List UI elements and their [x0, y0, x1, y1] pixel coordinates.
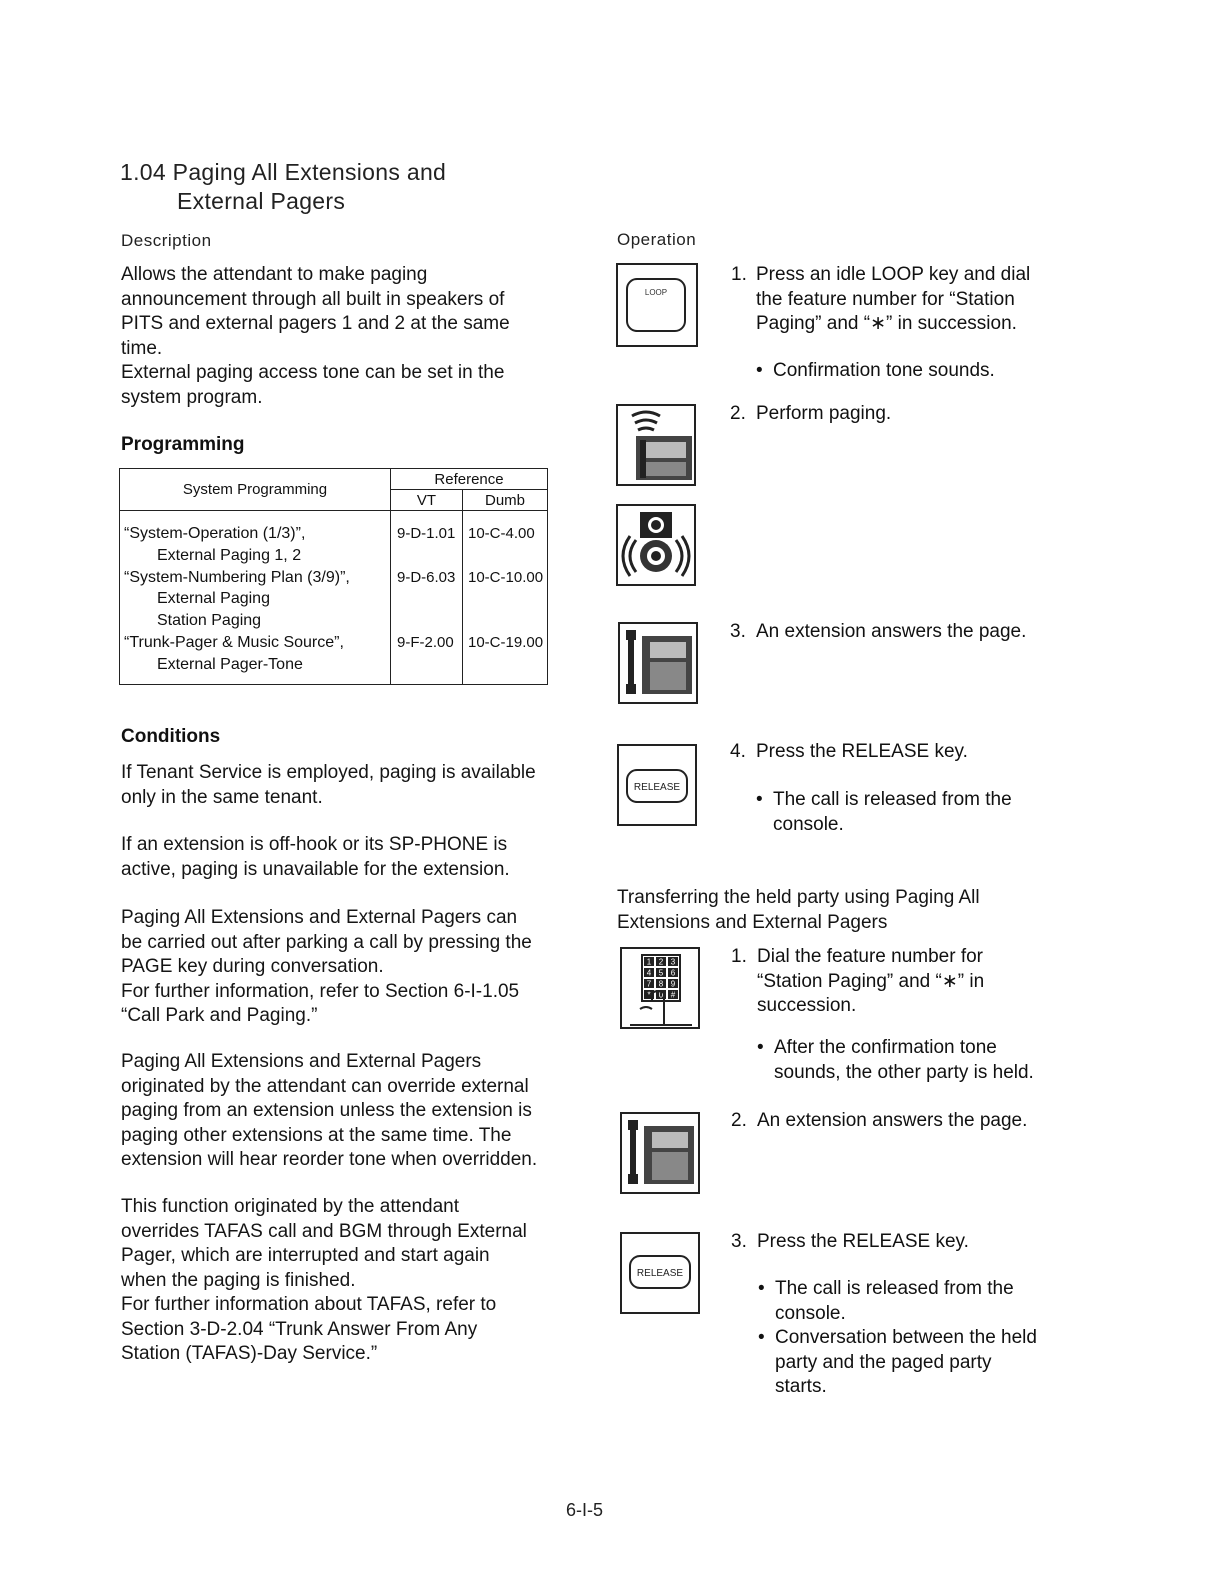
- svg-text:RELEASE: RELEASE: [636, 1268, 684, 1279]
- step-bullet: • The call is released from the console.: [758, 1278, 1014, 1324]
- step-number: 2.: [731, 1110, 747, 1131]
- step-number: 4.: [730, 741, 746, 762]
- section-number: 1.04: [120, 159, 166, 185]
- dial-key-label: 7: [646, 979, 652, 989]
- description-heading: Description: [121, 231, 212, 250]
- speaker-icon: [616, 504, 696, 586]
- programming-table: [119, 468, 548, 685]
- dial-key-label: 2: [658, 957, 664, 967]
- dial-key-label: #: [670, 990, 676, 1000]
- dial-key-label: 6: [670, 968, 676, 978]
- step-text: An extension answers the page.: [757, 1110, 1028, 1131]
- conditions-p1: If Tenant Service is employed, paging is available only in the same tenant.: [121, 762, 536, 808]
- step-bullet: • Confirmation tone sounds.: [756, 360, 995, 381]
- telephone-paging-icon: [616, 404, 696, 486]
- step-bullet: • The call is released from the console.: [756, 789, 1012, 835]
- handset-icon: [618, 622, 698, 704]
- step-bullet: • After the confirmation tone sounds, the other party is held.: [757, 1037, 1034, 1083]
- handset-icon: [620, 1112, 700, 1194]
- programming-heading: Programming: [121, 434, 245, 455]
- release-key-icon: [620, 1232, 700, 1314]
- transfer-heading: Transferring the held party using Paging All Extensions and External Pagers: [617, 887, 980, 933]
- step-number: 1.: [731, 946, 747, 967]
- operation-heading: Operation: [617, 230, 697, 249]
- conditions-p4: Paging All Extensions and External Pagers originated by the attendant can override external paging from an extension unless the extension is paging other extensions at the same time. The extension will hear reorder tone when overridden.: [121, 1051, 538, 1170]
- programming-items: “System-Operation (1/3)”, External Paging 1, 2 “System-Numbering Plan (3/9)”, External Paging Station Paging “Trunk-Pager & Music Source”, External Pager-Tone: [120, 511, 391, 685]
- step-number: 3.: [731, 1231, 747, 1252]
- dial-key-label: 1: [646, 957, 652, 967]
- dial-key-label: 3: [670, 957, 676, 967]
- dial-key-label: 4: [646, 968, 652, 978]
- conditions-p5: This function originated by the attendant overrides TAFAS call and BGM through External Pager, which are interrupted and start again when the paging is finished. For further information about TAFAS, refer to Section 3-D-2.04 “Trunk Answer From Any Station (TAFAS)-Day Service.”: [121, 1196, 527, 1364]
- dial-key-label: 5: [658, 968, 664, 978]
- col-vt: VT: [391, 490, 463, 511]
- step-text: Perform paging.: [756, 403, 892, 424]
- dial-pad-icon: [620, 947, 700, 1029]
- release-key-icon: [617, 744, 697, 826]
- step-number: 2.: [730, 403, 746, 424]
- loop-key-icon: [616, 263, 698, 347]
- step-text: Press an idle LOOP key and dial the feature number for “Station Paging” and “∗” in succession.: [756, 264, 1031, 334]
- programming-dumb-values: 10-C-4.00 10-C-10.00 10-C-19.00: [463, 511, 548, 685]
- conditions-heading: Conditions: [121, 726, 221, 747]
- col-dumb: Dumb: [463, 490, 548, 511]
- step-number: 1.: [731, 264, 747, 285]
- section-title-line1: Paging All Extensions and: [172, 159, 447, 185]
- section-title: [120, 158, 446, 216]
- col-reference: Reference: [391, 469, 548, 490]
- programming-vt-values: 9-D-1.01 9-D-6.03 9-F-2.00: [391, 511, 463, 685]
- conditions-p2: If an extension is off-hook or its SP-PHONE is active, paging is unavailable for the extension.: [121, 834, 510, 880]
- description-text: Allows the attendant to make paging announcement through all built in speakers of PITS and external pagers 1 and 2 at the same time. External paging access tone can be set in the system program.: [121, 264, 510, 408]
- step-text: Dial the feature number for “Station Paging” and “∗” in succession.: [757, 946, 985, 1016]
- svg-text:RELEASE: RELEASE: [633, 782, 681, 793]
- dial-key-label: *: [647, 990, 651, 1000]
- step-text: Press the RELEASE key.: [757, 1231, 969, 1252]
- svg-text:LOOP: LOOP: [644, 288, 668, 297]
- step-text: An extension answers the page.: [756, 621, 1027, 642]
- step-number: 3.: [730, 621, 746, 642]
- step-text: Press the RELEASE key.: [756, 741, 968, 762]
- section-title-line2: External Pagers: [177, 188, 346, 214]
- dial-key-label: 8: [658, 979, 664, 989]
- dial-key-label: 0: [658, 990, 664, 1000]
- page-number: 6-I-5: [566, 1500, 604, 1520]
- col-system-programming: System Programming: [120, 469, 391, 511]
- step-bullet: • Conversation between the held party and the paged party starts.: [758, 1327, 1037, 1397]
- conditions-p3: Paging All Extensions and External Pagers can be carried out after parking a call by pressing the PAGE key during conversation. For further information, refer to Section 6-I-1.05 “Call Park and Paging.”: [121, 907, 532, 1026]
- dial-key-label: 9: [670, 979, 676, 989]
